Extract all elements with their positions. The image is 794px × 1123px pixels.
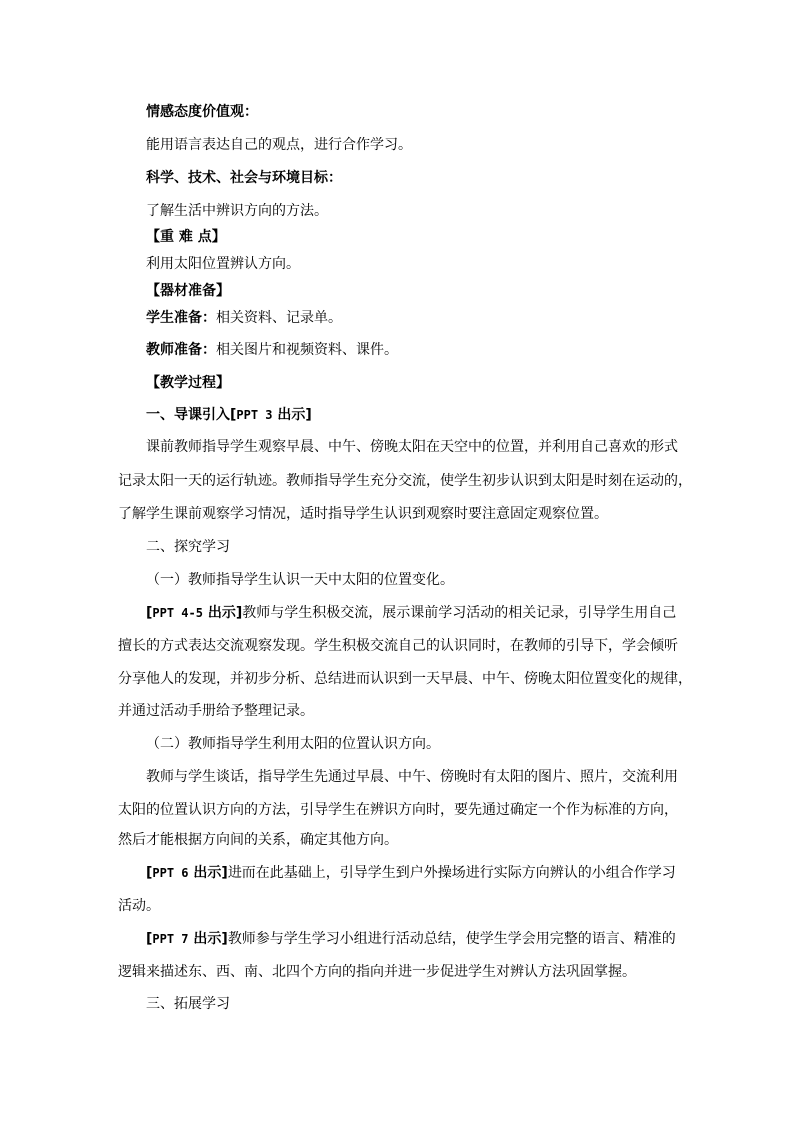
section1-ppt: PPT 3 (236, 408, 273, 422)
section3-title: 三、拓展学习 (146, 996, 230, 1012)
sub1-para-line-2: 擅长的方式表达交流观察发现。学生积极交流自己的认识同时，在教师的引导下，学会倾听 (118, 638, 678, 654)
heading-process: 【教学过程】 (146, 375, 230, 391)
heading-sci: 科学、技术、社会与环境目标： (146, 170, 342, 186)
ppt7-para-text-1: 教师参与学生学习小组进行活动总结，使学生学会用完整的语言、精准的 (227, 931, 676, 947)
ppt7-para-line-1 (146, 929, 676, 949)
sub1-para-text-1: 教师与学生积极交流，展示课前学习活动的相关记录，引导学生用自己 (242, 605, 677, 621)
ppt7-tag: [PPT 7 出示] (146, 931, 228, 947)
student-prep-label: 学生准备： (146, 310, 216, 326)
sub1-title: （一）教师指导学生认识一天中太阳的位置变化。 (146, 572, 454, 588)
sub1-ppt-tag: [PPT 4-5 出示] (146, 605, 243, 621)
teacher-prep-text: 相关图片和视频资料、课件。 (216, 342, 398, 358)
section1-para-line-1: 课前教师指导学生观察早晨、中午、傍晚太阳在天空中的位置，并利用自己喜欢的形式 (146, 439, 678, 455)
ppt6-para-line-1 (146, 863, 676, 883)
ppt6-para-line-2: 活动。 (118, 898, 160, 914)
text-sci: 了解生活中辨识方向的方法。 (146, 203, 328, 219)
section1-title-prefix: 一、导课引入[ (146, 407, 237, 423)
heading-key: 【重 难 点】 (146, 229, 226, 245)
section1-para-line-2: 记录太阳一天的运行轨迹。教师指导学生充分交流，使学生初步认识到太阳是时刻在运动的， (118, 473, 692, 489)
heading-attitude: 情感态度价值观： (146, 104, 258, 120)
student-prep (146, 308, 342, 328)
section1-title (146, 405, 312, 425)
ppt6-tag: [PPT 6 出示] (146, 865, 228, 881)
section1-para-line-3: 了解学生课前观察学习情况，适时指导学生认识到观察时要注意固定观察位置。 (118, 506, 608, 522)
sub2-title: （二）教师指导学生利用太阳的位置认识方向。 (146, 736, 440, 752)
heading-materials: 【器材准备】 (146, 283, 230, 299)
sub2-para-line-1: 教师与学生谈话，指导学生先通过早晨、中午、傍晚时有太阳的图片、照片，交流利用 (146, 769, 678, 785)
student-prep-text: 相关资料、记录单。 (216, 310, 342, 326)
ppt6-para-text-1: 进而在此基础上，引导学生到户外操场进行实际方向辨认的小组合作学习 (227, 865, 676, 881)
text-key: 利用太阳位置辨认方向。 (146, 256, 300, 272)
teacher-prep (146, 340, 398, 360)
sub2-para-line-2: 太阳的位置认识方向的方法，引导学生在辨识方向时，要先通过确定一个作为标准的方向， (118, 802, 678, 818)
sub2-para-line-3: 然后才能根据方向间的关系，确定其他方向。 (118, 832, 398, 848)
ppt7-para-line-2: 逻辑来描述东、西、南、北四个方向的指向并进一步促进学生对辨认方法巩固掌握。 (118, 964, 636, 980)
sub1-para-line-3: 分享他人的发现，并初步分析、总结进而认识到一天早晨、中午、傍晚太阳位置变化的规律， (118, 671, 692, 687)
sub1-para-line-4: 并通过活动手册给予整理记录。 (118, 703, 314, 719)
text-attitude: 能用语言表达自己的观点，进行合作学习。 (146, 137, 412, 153)
sub1-para-line-1 (146, 603, 676, 623)
section2-title: 二、探究学习 (146, 539, 230, 555)
teacher-prep-label: 教师准备： (146, 342, 216, 358)
section1-title-suffix: 出示] (272, 407, 312, 423)
